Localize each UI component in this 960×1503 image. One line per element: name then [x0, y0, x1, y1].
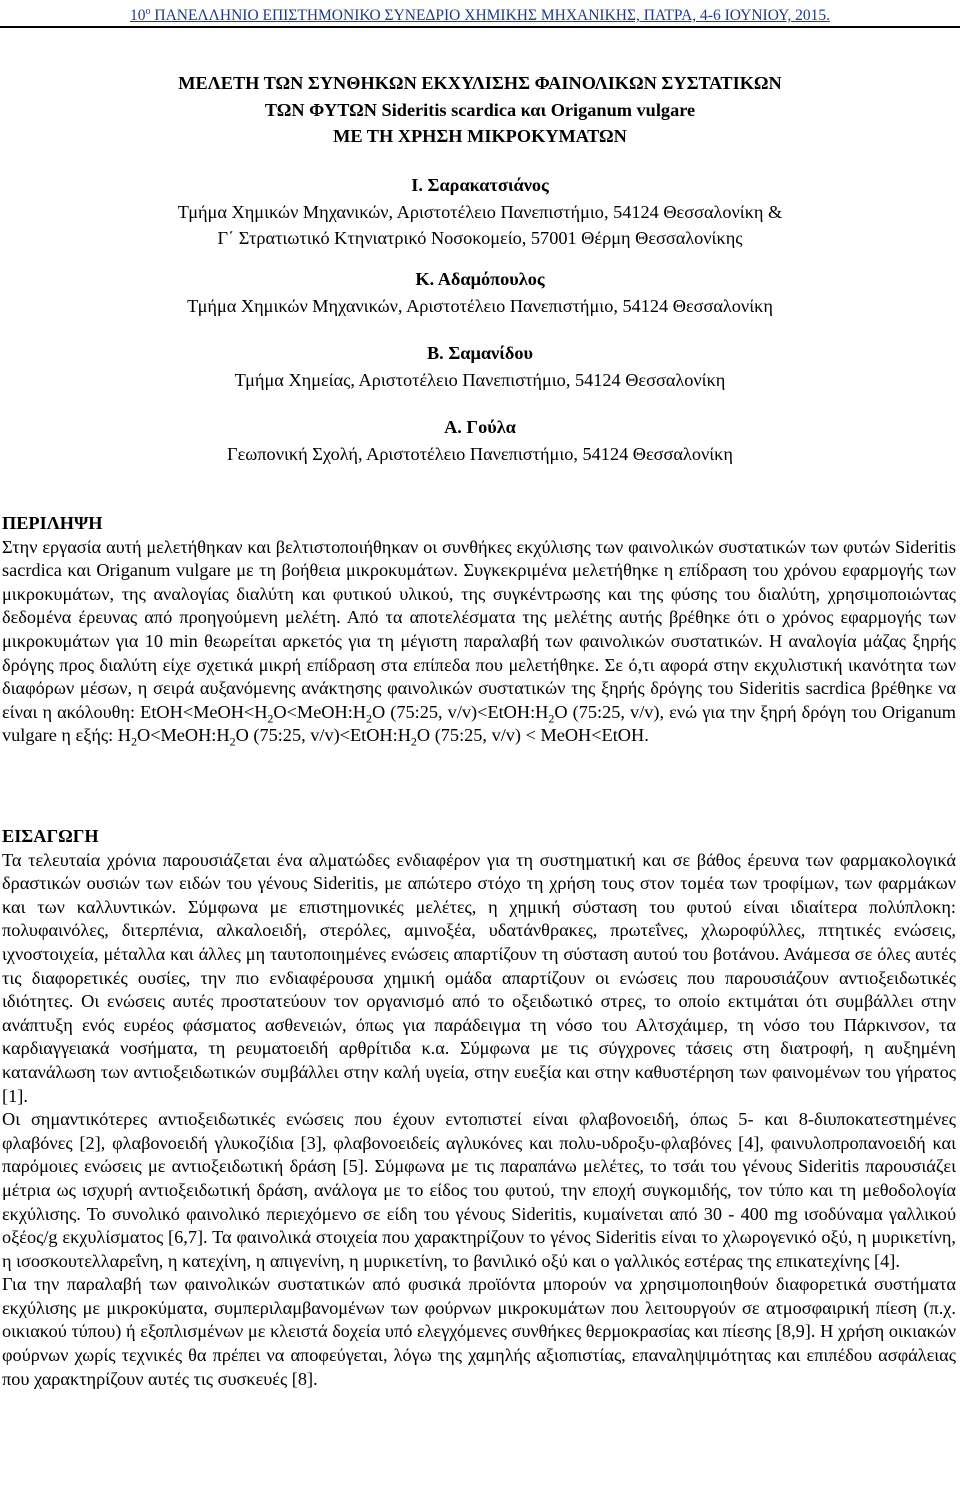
abstract-heading: ΠΕΡΙΛΗΨΗ — [2, 513, 103, 533]
author-affiliation: Τμήμα Χημικών Μηχανικών, Αριστοτέλειο Πανεπιστήμιο, 54124 Θεσσαλονίκη & — [177, 201, 783, 222]
title-line-2: ΤΩΝ ΦΥΤΩΝ Sideritis scardica και Origanum vulgare — [264, 99, 696, 120]
author-name: Κ. Αδαμόπουλος — [415, 269, 545, 289]
title-line-3: ΜΕ ΤΗ ΧΡΗΣΗ ΜΙΚΡΟΚΥΜΑΤΩΝ — [333, 126, 627, 146]
header-ordinal: ο — [145, 6, 151, 17]
paper-title — [0, 70, 960, 150]
introduction-heading: ΕΙΣΑΓΩΓΗ — [2, 826, 99, 846]
author-block-4 — [0, 414, 960, 467]
author-name: Α. Γούλα — [444, 417, 516, 437]
introduction-section — [2, 825, 956, 1391]
conference-header[interactable] — [0, 0, 960, 28]
title-line-1: ΜΕΛΕΤΗ ΤΩΝ ΣΥΝΘΗΚΩΝ ΕΚΧΥΛΙΣΗΣ ΦΑΙΝΟΛΙΚΩΝ ΣΥΣΤΑΤΙΚΩΝ — [178, 73, 782, 93]
abstract-section — [2, 512, 956, 748]
author-name: Ι. Σαρακατσιάνος — [411, 175, 549, 195]
author-affiliation: Τμήμα Χημικών Μηχανικών, Αριστοτέλειο Πανεπιστήμιο, 54124 Θεσσαλονίκη — [187, 295, 773, 316]
author-block-1 — [0, 172, 960, 252]
author-affiliation: Γ΄ Στρατιωτικό Κτηνιατρικό Νοσοκομείο, 57001 Θέρμη Θεσσαλονίκης — [217, 228, 743, 248]
header-number: 10 — [130, 7, 146, 25]
author-name: Β. Σαμανίδου — [426, 343, 533, 363]
intro-paragraph-3: Για την παραλαβή των φαινολικών συστατικών από φυσικά προϊόντα μπορούν να χρησιμοποιηθούν διαφορετικά συστήματα εκχύλισης με μικροκύματα, συμπεριλαμβανομένων των φούρνων μικροκυμάτων που λειτουργούν σε ατμοσφαιρική πίεση (π.χ. οικιακού τύπου) ή εξοπλισμένων με κλειστά δοχεία υπό ελεγχόμενες συνθήκες θερμοκρασίας και πίεσης [8,9]. Η χρήση οικιακών φούρνων χωρίς τεχνικές θα πρέπει να αποφεύγεται, λόγω της χαμηλής αξιοπιστίας, επαναληψιμότητας και επιπέδου ασφάλειας που χαρακτηρίζουν αυτές τις συσκευές [8]. — [2, 1274, 956, 1389]
author-block-2 — [0, 266, 960, 319]
header-text: ΠΑΝΕΛΛΗΝΙΟ ΕΠΙΣΤΗΜΟΝΙΚΟ ΣΥΝΕΔΡΙΟ ΧΗΜΙΚΗΣ ΜΗΧΑΝΙΚΗΣ, ΠΑΤΡΑ, 4-6 ΙΟΥΝΙΟΥ, 2015. — [150, 7, 830, 25]
abstract-text: Στην εργασία αυτή μελετήθηκαν και βελτιστοποιήθηκαν οι συνθήκες εκχύλισης των φαινολικών συστατικών των φυτών Sideritis sacrdica και Origanum vulgare με τη βοήθεια μικροκυμάτων. Συγκεκριμένα μελετήθηκε η επίδραση του χρόνου εφαρμογής των μικροκυμάτων, της αναλογίας διαλύτη και φυτικού υλικού, της συγκέντρωσης και της φύσης του διαλύτη, χρησιμοποιώντας δεδομένα έρευνας από προηγούμενη μελέτη. Από τα αποτελέσματα της μελέτης αυτής βρέθηκε ότι ο χρόνος εφαρμογής των μικροκυμάτων για 10 min θεωρείται αρκετός για τη μέγιστη παραλαβή των φαινολικών συστατικών. Η αναλογία μάζας ξηρής δρόγης προς διαλύτη είχε σχετικά μικρή επίδραση στα επίπεδα που μελετήθηκε. Σε ό,τι αφορά στην εκχυλιστική ικανότητα των διαφόρων μέσων, η σειρά αυξανόμενης ανάκτησης φαινολικών συστατικών της ξηρής δρόγης του Sideritis sacrdica βρέθηκε να είναι η ακόλουθη: $EtOH<MeOH<H_2O<MeOH:H_2O$ (75:25, $v/v)<EtOH:H_2O$ (75:25, v/v), ενώ για την ξηρή δρόγη του Origanum vulgare η εξής: $H_2O<MeOH:H_2O$ (75:25, $v/v)<EtOH:H_2O$ (75:25, v/v) < MeOH<EtOH. — [2, 536, 956, 749]
author-affiliation: Γεωπονική Σχολή, Αριστοτέλειο Πανεπιστήμιο, 54124 Θεσσαλονίκη — [227, 443, 733, 464]
intro-paragraph-2: Οι σημαντικότερες αντιοξειδωτικές ενώσεις που έχουν εντοπιστεί είναι φλαβονοειδή, όπως 5- και 8-διυποκατεστημένες φλαβόνες [2], φλαβονοειδή γλυκοζίδια [3], φλαβονοειδείς αγλυκόνες και πολυ-υδροξυ-φλαβόνες [4], φαινυλοπροπανοειδή και παρόμοιες ενώσεις με αντιοξειδωτική δράση [5]. Σύμφωνα με τις παραπάνω μελέτες, το τσάι του γένους Sideritis παρουσιάζει μέτρια ως ισχυρή αντιοξειδωτική δράση, ανάλογα με το είδος του φυτού, την εποχή συγκομιδής, τον τύπο και τη μεθοδολογία εκχύλισης. Το συνολικό φαινολικό περιεχόμενο σε είδη του γένους Sideritis, κυμαίνεται από 30 - 400 mg ισοδύναμα γαλλικού οξέος/g εκχυλίσματος [6,7]. Τα φαινολικά στοιχεία που χαρακτηρίζουν το γένος Sideritis είναι το χλωρογενικό οξύ, η μυρικετίνη, η ισοσκουτελλαρεΐνη, η κατεχίνη, η απιγενίνη, η μυρικετίνη, το βανιλικό οξύ και ο γαλλικός εστέρας της επικατεχίνης [4]. — [2, 1109, 956, 1271]
author-affiliation: Τμήμα Χημείας, Αριστοτέλειο Πανεπιστήμιο, 54124 Θεσσαλονίκη — [234, 369, 726, 390]
intro-paragraph-1: Τα τελευταία χρόνια παρουσιάζεται ένα αλματώδες ενδιαφέρον για τη συστηματική και σε βάθος έρευνα των φαρμακολογικά δραστικών ουσιών των ειδών του γένους Sideritis, με απώτερο στόχο τη χρήση τους στον τομέα των τροφίμων, των φαρμάκων και των καλλυντικών. Σύμφωνα με επιστημονικές μελέτες, η χημική σύσταση του φυτού είναι ιδιαίτερα πολύπλοκη: πολυφαινόλες, διτερπένια, αλκαλοειδή, στερόλες, αμινοξέα, υδατάνθρακες, πρωτεΐνες, χλωροφύλλες, πτητικές ενώσεις, ιχνοστοιχεία, μέταλλα και άλλες μη ταυτοποιημένες ενώσεις απαρτίζουν τη σύσταση αυτού του βοτάνου. Ανάμεσα σε όλες αυτές τις διαφορετικές ουσίες, την πιο ενδιαφέρουσα χημική ομάδα απαρτίζουν οι ενώσεις που παρουσιάζουν αντιοξειδωτικές ιδιότητες. Οι ενώσεις αυτές προστατεύουν τον οργανισμό από το οξειδωτικό στρες, το οποίο εκτιμάται ότι συμβάλλει στην ανάπτυξη ενός ευρέος φάσματος ασθενειών, όπως για παράδειγμα τη νόσο του Αλτσχάιμερ, τη νόσο του Πάρκινσον, τα καρδιαγγειακά νοσήματα, τη ρευματοειδή αρθρίτιδα κ.α. Σύμφωνα με τις σύγχρονες τάσεις στη διατροφή, η αυξημένη κατανάλωση των αντιοξειδωτικών συμβάλλει στην καλή υγεία, στην ευεξία και στην καθυστέρηση των φαινομένων του γήρατος [1]. — [2, 849, 956, 1106]
author-block-3 — [0, 340, 960, 393]
